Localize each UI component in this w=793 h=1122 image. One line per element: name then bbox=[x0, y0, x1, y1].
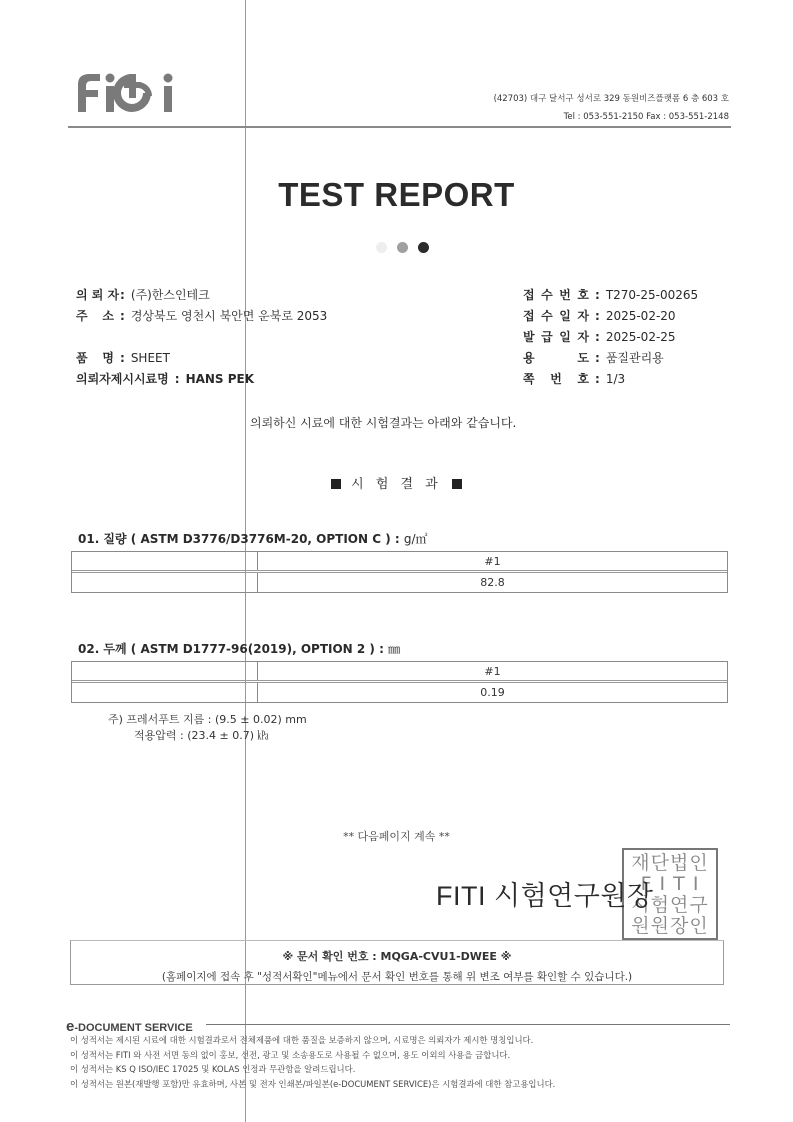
sample-name-row: 의뢰자제시시료명 : HANS PEK bbox=[76, 371, 255, 386]
seal-line: 시험연구 bbox=[631, 894, 709, 916]
page-number-row: 쪽 번 호 : 1/3 bbox=[523, 371, 626, 386]
product-value: SHEET bbox=[130, 350, 170, 365]
result-value: 82.8 bbox=[480, 576, 505, 589]
intro-text: 의뢰하신 시료에 대한 시험결과는 아래와 같습니다. bbox=[250, 416, 517, 430]
company-address: (42703) 대구 달서구 성서로 329 동원비즈플랫폼 6 층 603 호 bbox=[493, 94, 729, 104]
seal-line: 원원장인 bbox=[631, 915, 709, 937]
test-1-method: 01. 질량 ( ASTM D3776/D3776M-20, OPTION C ) : bbox=[78, 532, 400, 546]
address-value: 경상북도 영천시 북안면 운북로 2053 bbox=[130, 309, 328, 323]
report-title: TEST REPORT bbox=[278, 176, 515, 213]
continue-notice: ** 다음페이지 계속 ** bbox=[343, 830, 450, 843]
disclaimer-item: 이 성적서는 원본(재발행 포함)만 유효하며, 사본 및 전자 인쇄본/파일본(e-DOCUMENT SERVICE)은 시험결과에 대한 참고용입니다. bbox=[70, 1078, 556, 1089]
address-row: 주 소 : 경상북도 영천시 북안면 운북로 2053 bbox=[76, 308, 328, 323]
result-value: 0.19 bbox=[480, 686, 505, 699]
table-header-row bbox=[72, 552, 727, 573]
footer-divider bbox=[206, 1024, 730, 1025]
address-label: 주 소 bbox=[76, 309, 114, 323]
title-dots bbox=[376, 242, 429, 253]
sample-name-value: HANS PEK bbox=[185, 371, 255, 386]
note-line-2: 적용압력 : (23.4 ± 0.7) ㎪ bbox=[134, 729, 269, 742]
verification-box bbox=[70, 940, 724, 985]
service-label-text: -DOCUMENT SERVICE bbox=[74, 1022, 193, 1034]
disclaimer-item: 이 성적서는 FITI 와 사전 서면 동의 없이 홍보, 선전, 광고 및 소송용도로 사용될 수 없으며, 용도 이외의 사용을 금합니다. bbox=[70, 1049, 511, 1060]
product-row: 품 명 : SHEET bbox=[76, 350, 170, 365]
square-bullet-icon bbox=[452, 479, 462, 489]
client-info bbox=[76, 284, 327, 389]
receipt-date-value: 2025-02-20 bbox=[605, 308, 676, 323]
disclaimer-item: 이 성적서는 KS Q ISO/IEC 17025 및 KOLAS 인정과 무관함을 알려드립니다. bbox=[70, 1064, 356, 1074]
verification-code: ※ 문서 확인 번호 : MQGA-CVU1-DWEE ※ bbox=[282, 950, 512, 963]
company-contact: Tel : 053-551-2150 Fax : 053-551-2148 bbox=[563, 112, 729, 122]
dot-light-icon bbox=[376, 242, 387, 253]
test-2-title bbox=[78, 640, 400, 657]
receipt-number-row: 접 수 번 호 : T270-25-00265 bbox=[523, 287, 699, 302]
note-line-1: 주) 프레서푸트 지름 : (9.5 ± 0.02) mm bbox=[108, 713, 307, 726]
disclaimer-list bbox=[70, 1033, 555, 1091]
receipt-date-row: 접 수 일 자 : 2025-02-20 bbox=[523, 308, 676, 323]
dot-gray-icon bbox=[397, 242, 408, 253]
test-note bbox=[108, 712, 307, 744]
seal-line: 재단법인 bbox=[631, 852, 709, 874]
column-header: #1 bbox=[484, 554, 501, 568]
purpose-label: 용 도 bbox=[523, 351, 589, 365]
client-label: 의 뢰 자 bbox=[76, 288, 120, 302]
fiti-logo bbox=[74, 66, 196, 116]
square-bullet-icon bbox=[331, 479, 341, 489]
client-value: (주)한스인테크 bbox=[130, 288, 210, 302]
receipt-number-label: 접 수 번 호 bbox=[523, 288, 589, 302]
page-number-label: 쪽 번 호 bbox=[523, 372, 589, 386]
product-label: 품 명 bbox=[76, 351, 114, 365]
issue-date-value: 2025-02-25 bbox=[605, 329, 676, 344]
table-header-row bbox=[72, 662, 727, 683]
test-1-title bbox=[78, 530, 428, 547]
issue-date-row: 발 급 일 자 : 2025-02-25 bbox=[523, 329, 676, 344]
results-heading-text: 시 험 결 과 bbox=[351, 477, 442, 492]
verification-instruction: (홈페이지에 접속 후 "성적서확인"메뉴에서 문서 확인 번호를 통해 위 변조 여부를 확인할 수 있습니다.) bbox=[161, 971, 633, 983]
test-1-unit: g/㎡ bbox=[403, 532, 428, 546]
seal-line: F I T I bbox=[640, 873, 700, 895]
purpose-value: 품질관리용 bbox=[605, 351, 664, 365]
header-divider bbox=[68, 126, 731, 128]
table-row bbox=[72, 683, 727, 702]
receipt-date-label: 접 수 일 자 bbox=[523, 309, 589, 323]
e-letter: e bbox=[66, 1018, 75, 1035]
sample-name-label: 의뢰자제시시료명 bbox=[76, 372, 169, 386]
purpose-row: 용 도 : 품질관리용 bbox=[523, 350, 664, 365]
signer-name: FITI 시험연구원장 bbox=[436, 881, 654, 911]
column-header: #1 bbox=[484, 664, 501, 678]
page-number-value: 1/3 bbox=[605, 371, 626, 386]
results-heading bbox=[0, 473, 793, 492]
test-2-unit: ㎜ bbox=[388, 642, 401, 656]
issue-date-label: 발 급 일 자 bbox=[523, 330, 589, 344]
table-row bbox=[72, 573, 727, 592]
fiti-logo-icon bbox=[74, 66, 196, 116]
test-2-method: 02. 두께 ( ASTM D1777-96(2019), OPTION 2 ) : bbox=[78, 642, 384, 656]
receipt-number-value: T270-25-00265 bbox=[605, 287, 699, 302]
test-2-table bbox=[71, 661, 728, 703]
dot-dark-icon bbox=[418, 242, 429, 253]
test-1-table bbox=[71, 551, 728, 593]
client-row: 의 뢰 자 : (주)한스인테크 bbox=[76, 287, 210, 302]
company-address-block bbox=[494, 90, 729, 126]
report-info bbox=[523, 284, 698, 389]
disclaimer-item: 이 성적서는 제시된 시료에 대한 시험결과로서 전체제품에 대한 품질을 보증하지 않으며, 시료명은 의뢰자가 제시한 명칭입니다. bbox=[70, 1035, 534, 1045]
